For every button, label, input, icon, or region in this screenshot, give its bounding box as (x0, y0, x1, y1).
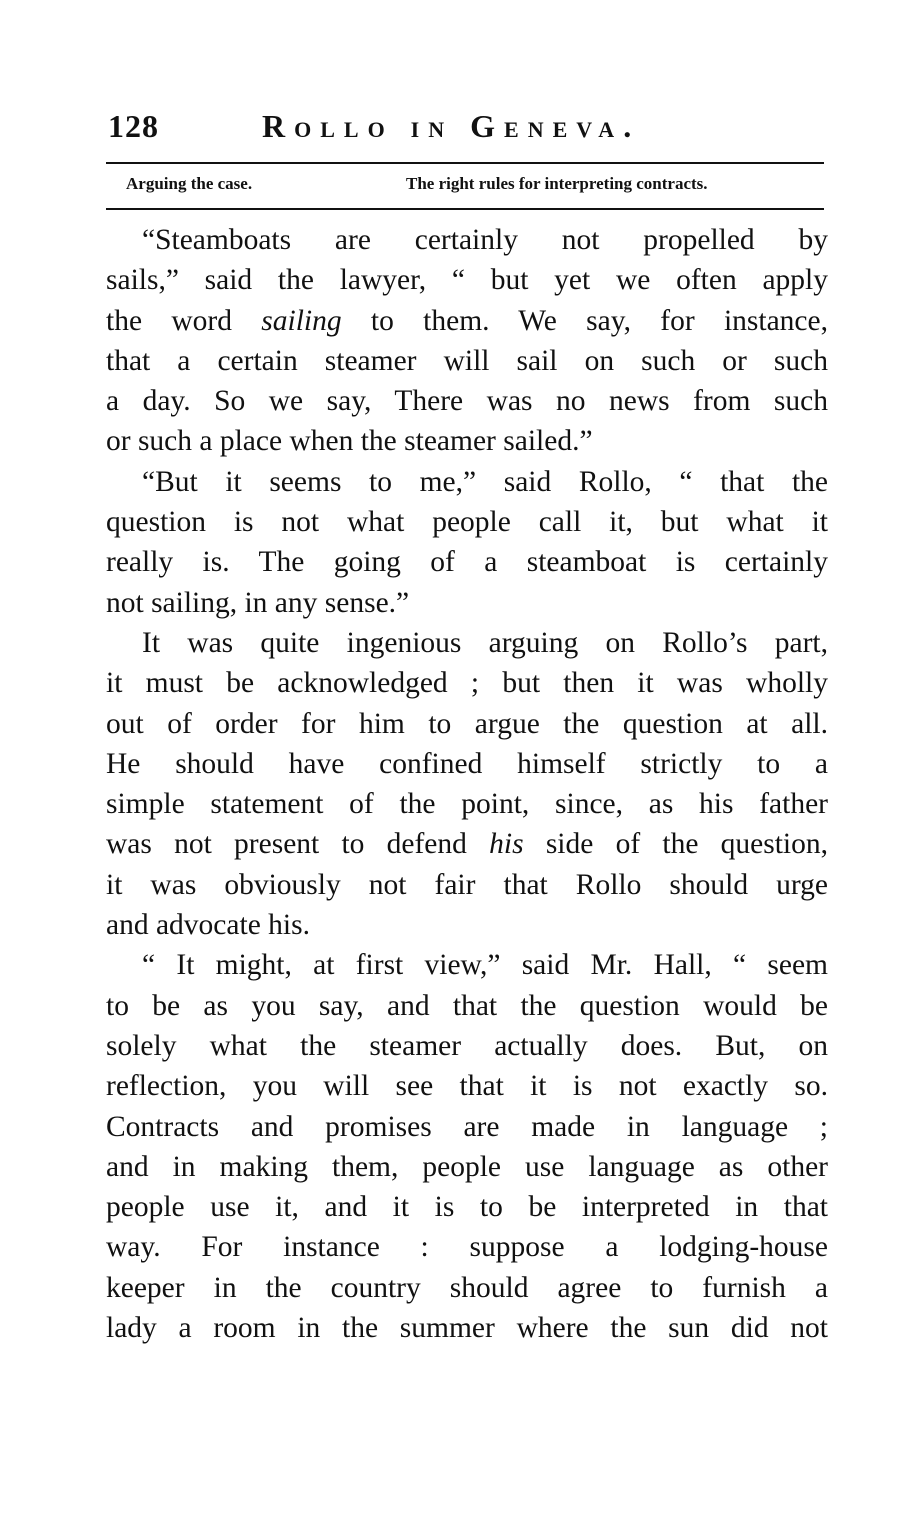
book-page (106, 100, 830, 1400)
text-line: solely what the steamer actually does. But, on (106, 1029, 828, 1062)
text-line: He should have confined himself strictly to a (106, 747, 828, 780)
text-line: it was obviously not fair that Rollo should urge (106, 868, 828, 901)
body-text (106, 220, 828, 1348)
text-line: that a certain steamer will sail on such or such (106, 344, 828, 377)
text-line: sails,” said the lawyer, “ but yet we often apply (106, 264, 828, 297)
sidenote-right: The right rules for interpreting contracts. (406, 174, 708, 193)
text-line: question is not what people call it, but what it (106, 506, 828, 539)
text-line: a day. So we say, There was no news from such (106, 385, 828, 418)
text-line: lady a room in the summer where the sun did not (106, 1312, 828, 1345)
running-title: Rollo in Geneva. (262, 108, 641, 144)
text-line: and in making them, people use language as other (106, 1150, 828, 1183)
text-line: “Steamboats are certainly not propelled by (142, 224, 828, 256)
text-line: keeper in the country should agree to furnish a (106, 1271, 828, 1304)
text-line: people use it, and it is to be interpreted in that (106, 1191, 828, 1224)
header-rule-top (106, 162, 824, 164)
text-line: not sailing, in any sense.” (106, 586, 410, 619)
running-head (106, 108, 830, 152)
text-line: way. For instance : suppose a lodging-house (106, 1231, 828, 1264)
header-rule-bottom (106, 208, 824, 210)
text-line: and advocate his. (106, 909, 310, 942)
text-line: or such a place when the steamer sailed.” (106, 425, 593, 458)
emphasis: his (489, 828, 524, 861)
text-line: was not present to defend his side of the question, (106, 828, 828, 861)
sidenote-left: Arguing the case. (126, 174, 253, 193)
emphasis: sailing (261, 304, 342, 337)
text-line: “But it seems to me,” said Rollo, “ that the (142, 465, 828, 498)
text-line: Contracts and promises are made in language ; (106, 1110, 828, 1143)
text-line: it must be acknowledged ; but then it was wholly (106, 667, 828, 700)
text-line: simple statement of the point, since, as his father (106, 788, 828, 821)
text-line: the word sailing to them. We say, for instance, (106, 304, 828, 337)
text-line: It was quite ingenious arguing on Rollo’s part, (142, 626, 828, 659)
text-line: out of order for him to argue the question at all. (106, 707, 828, 740)
text-line: “ It might, at first view,” said Mr. Hall, “ seem (142, 949, 828, 982)
text-line: reflection, you will see that it is not exactly so. (106, 1070, 828, 1103)
page-number: 128 (108, 108, 159, 144)
text-line: really is. The going of a steamboat is certainly (106, 546, 828, 579)
sidenotes-bar (106, 174, 824, 198)
text-line: to be as you say, and that the question would be (106, 989, 828, 1022)
